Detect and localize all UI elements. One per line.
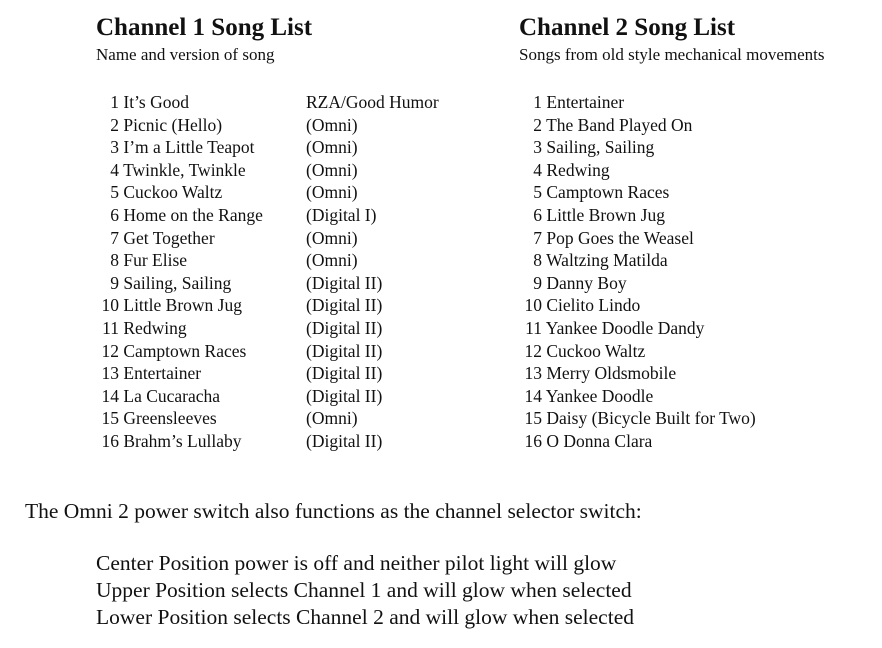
song-name: Danny Boy (546, 272, 627, 293)
song-number: 13 (524, 363, 542, 384)
song-name: Pop Goes the Weasel (546, 227, 694, 248)
channel-2-subtitle: Songs from old style mechanical movements (519, 45, 825, 64)
song-name: Little Brown Jug (123, 295, 242, 316)
song-name: Brahm’s Lullaby (123, 430, 242, 451)
song-row (519, 181, 756, 204)
song-number: 4 (110, 159, 119, 180)
position-upper: Upper Position selects Channel 1 and will glow when selected (96, 578, 632, 602)
song-version: (Omni) (306, 114, 358, 135)
song-name: Cuckoo Waltz (546, 340, 646, 361)
song-version: (Omni) (306, 408, 358, 429)
song-name: Merry Oldsmobile (546, 363, 677, 384)
song-name: Little Brown Jug (546, 204, 665, 225)
song-version: (Digital II) (306, 272, 383, 293)
song-version: (Digital I) (306, 204, 377, 225)
song-number: 4 (533, 159, 542, 180)
song-version: (Digital II) (306, 385, 383, 406)
song-number: 9 (533, 272, 542, 293)
song-version: (Digital II) (306, 363, 383, 384)
song-name: Cielito Lindo (546, 295, 641, 316)
song-number: 5 (110, 182, 119, 203)
song-number: 14 (101, 385, 119, 406)
song-row (96, 294, 383, 317)
song-number: 2 (110, 114, 119, 135)
channel-2-section (519, 12, 879, 451)
song-name: Sailing, Sailing (123, 272, 232, 293)
song-row (519, 204, 756, 227)
song-number: 14 (524, 385, 542, 406)
song-number: 6 (533, 204, 542, 225)
song-name: Camptown Races (546, 182, 670, 203)
position-center: Center Position power is off and neither pilot light will glow (96, 551, 617, 575)
song-version: (Omni) (306, 227, 358, 248)
song-number: 5 (533, 182, 542, 203)
song-name: Cuckoo Waltz (123, 182, 223, 203)
song-version: (Omni) (306, 250, 358, 271)
song-number: 10 (101, 295, 119, 316)
song-row (519, 385, 756, 408)
song-row (96, 91, 439, 114)
song-name: Waltzing Matilda (546, 250, 668, 271)
song-name: Camptown Races (123, 340, 247, 361)
song-row (519, 227, 756, 250)
song-number: 8 (110, 250, 119, 271)
song-row (96, 385, 383, 408)
song-number: 9 (110, 272, 119, 293)
song-name: Daisy (Bicycle Built for Two) (546, 408, 756, 429)
song-version: (Omni) (306, 159, 358, 180)
song-version: (Digital II) (306, 430, 383, 451)
song-number: 10 (524, 295, 542, 316)
song-number: 7 (533, 227, 542, 248)
song-row (519, 407, 756, 430)
song-row (519, 362, 756, 385)
song-name: It’s Good (123, 92, 189, 112)
song-number: 11 (525, 317, 542, 338)
song-row (96, 181, 358, 204)
song-version: (Digital II) (306, 317, 383, 338)
song-name: La Cucaracha (123, 385, 221, 406)
song-name: Entertainer (123, 363, 202, 384)
song-row (519, 136, 756, 159)
song-name: Redwing (546, 159, 610, 180)
song-row (96, 317, 383, 340)
song-name: Fur Elise (123, 250, 188, 271)
song-row (519, 294, 756, 317)
song-row (96, 407, 358, 430)
song-version: (Digital II) (306, 295, 383, 316)
song-name: The Band Played On (546, 114, 693, 135)
song-row (96, 204, 377, 227)
channel-1-title: Channel 1 Song List (96, 14, 313, 41)
switch-positions-list (96, 550, 634, 631)
song-number: 3 (110, 137, 119, 158)
song-name: Picnic (Hello) (123, 114, 223, 135)
song-number: 16 (101, 430, 119, 451)
channel-1-subtitle: Name and version of song (96, 45, 275, 64)
song-version: (Digital II) (306, 340, 383, 361)
position-lower: Lower Position selects Channel 2 and will glow when selected (96, 605, 634, 629)
song-name: I’m a Little Teapot (123, 137, 255, 158)
song-version: (Omni) (306, 137, 358, 158)
song-number: 6 (110, 204, 119, 225)
song-row (96, 272, 383, 295)
song-number: 2 (533, 114, 542, 135)
song-row (519, 430, 756, 453)
song-name: O Donna Clara (546, 430, 653, 451)
song-row (519, 114, 756, 137)
song-name: Sailing, Sailing (546, 137, 655, 158)
song-name: Twinkle, Twinkle (123, 159, 246, 180)
song-row (96, 362, 383, 385)
channel-2-title: Channel 2 Song List (519, 14, 736, 41)
song-row (96, 249, 358, 272)
song-number: 15 (101, 408, 119, 429)
song-row (96, 114, 358, 137)
song-name: Home on the Range (123, 204, 263, 225)
song-name: Yankee Doodle (545, 385, 654, 406)
song-row (96, 136, 358, 159)
song-name: Greensleeves (123, 408, 217, 429)
song-row (519, 91, 756, 114)
song-number: 15 (524, 408, 542, 429)
song-row (519, 249, 756, 272)
song-number: 3 (533, 137, 542, 158)
song-row (96, 159, 358, 182)
song-row (519, 340, 756, 363)
song-row (519, 272, 756, 295)
song-row (519, 159, 756, 182)
song-row (96, 227, 358, 250)
song-number: 16 (524, 430, 542, 451)
song-number: 1 (533, 92, 542, 112)
channel-2-song-list (519, 91, 756, 453)
song-number: 1 (110, 92, 119, 112)
song-number: 8 (533, 250, 542, 271)
switch-note: The Omni 2 power switch also functions as the channel selector switch: (25, 499, 642, 523)
song-version: (Omni) (306, 182, 358, 203)
channel-1-section (96, 12, 496, 451)
song-number: 11 (102, 317, 119, 338)
song-number: 12 (101, 340, 119, 361)
song-number: 12 (524, 340, 542, 361)
song-version: RZA/Good Humor (306, 92, 439, 112)
song-row (96, 430, 383, 453)
song-number: 7 (110, 227, 119, 248)
song-name: Yankee Doodle Dandy (545, 317, 705, 338)
song-row (519, 317, 756, 340)
song-name: Redwing (123, 317, 187, 338)
song-row (96, 340, 383, 363)
song-number: 13 (101, 363, 119, 384)
song-name: Entertainer (546, 92, 625, 112)
song-name: Get Together (123, 227, 215, 248)
channel-1-song-list (96, 91, 439, 453)
